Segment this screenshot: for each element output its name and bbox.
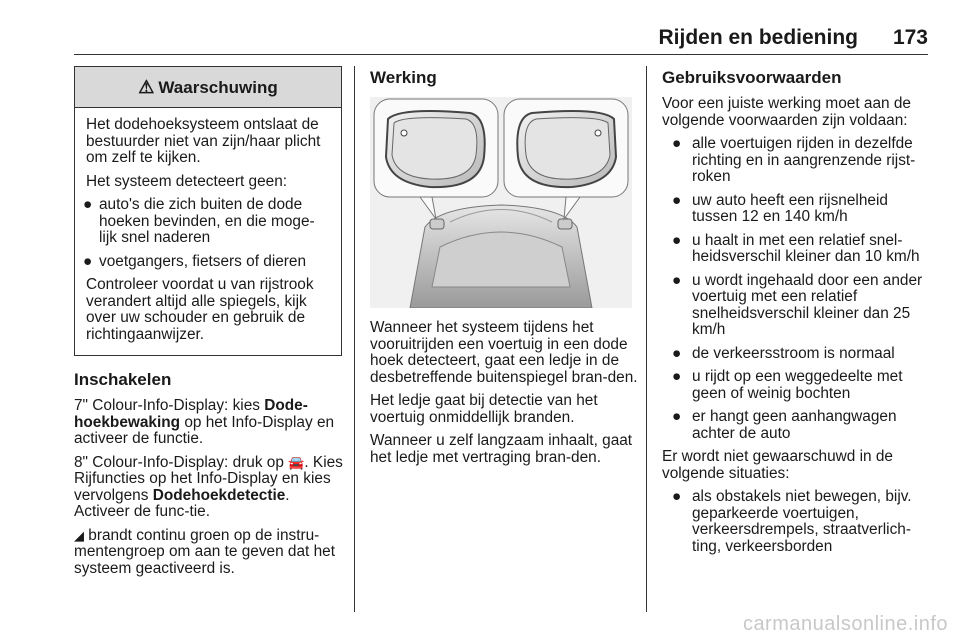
paragraph: Voor een juiste werking moet aan de volgende voorwaarden zijn voldaan: xyxy=(662,95,911,129)
warning-paragraph: Het dodehoeksysteem ontslaat de bestuurder niet van zijn/haar plicht om zelf te kijken. xyxy=(86,116,321,166)
bullet-icon: ● xyxy=(672,408,682,425)
bullet-icon: ● xyxy=(672,271,682,289)
text-run: 8" Colour-Info-Display: druk op xyxy=(74,453,289,471)
list-item-text: u wordt ingehaald door een ander voertuig met een relatief snelheidsverschil kleiner dan 25 km/h xyxy=(692,271,923,338)
list-item xyxy=(662,346,928,363)
page-header xyxy=(74,26,928,48)
page-number: 173 xyxy=(892,26,928,49)
section-gebruiksvoorwaarden xyxy=(662,68,928,562)
section-heading: Gebruiksvoorwaarden xyxy=(662,68,842,87)
section-heading: Werking xyxy=(370,68,437,87)
menu-term: Dode-hoekbewaking xyxy=(74,397,308,431)
list-item xyxy=(662,193,928,226)
paragraph xyxy=(74,528,344,578)
list-item xyxy=(79,254,331,271)
text-run: op het Info-Display en activeer de functie. xyxy=(74,413,335,447)
section-heading: Inschakelen xyxy=(74,370,172,389)
text-run: brandt continu groen op de instru-mentengroep om aan te geven dat het systeem geactiveerd is. xyxy=(74,526,335,577)
warning-paragraph: Controleer voordat u van rijstrook verandert altijd alle spiegels, kijk over uw schouder en gebruik de richtingaanwijzer. xyxy=(86,276,314,343)
list-item-text: als obstakels niet bewegen, bijv. geparkeerde voertuigen, verkeersdrempels, straatverlich-ting, verkeersborden xyxy=(692,488,912,555)
side-mirror-blind-spot-illustration xyxy=(370,97,632,308)
warning-heading xyxy=(75,67,341,108)
list-item xyxy=(662,489,928,555)
list-item-text: er hangt geen aanhangwagen achter de auto xyxy=(692,408,897,442)
bullet-icon: ● xyxy=(672,344,682,362)
list-item xyxy=(662,233,928,266)
header-rule xyxy=(74,54,928,55)
list-item-text: de verkeersstroom is normaal xyxy=(692,344,895,362)
text-run: 7" Colour-Info-Display: kies xyxy=(74,397,265,414)
bullet-icon: ● xyxy=(672,231,682,249)
list-item-text: uw auto heeft een rijsnelheid tussen 12 en 140 km/h xyxy=(692,191,888,225)
text-run: . Activeer de func-tie. xyxy=(74,486,290,520)
list-item xyxy=(662,369,928,402)
section-werking xyxy=(370,68,638,96)
list-item xyxy=(662,136,928,186)
column-divider-2 xyxy=(646,66,647,612)
paragraph xyxy=(74,398,344,448)
warning-triangle-icon: ⚠ xyxy=(138,77,155,97)
paragraph xyxy=(74,455,344,521)
text-run: . Kies Rijfuncties op het Info-Display en kies vervolgens xyxy=(74,453,343,504)
menu-term: Dodehoekdetectie xyxy=(152,486,286,504)
bullet-icon: ● xyxy=(672,488,682,505)
bullet-icon: ● xyxy=(83,196,93,213)
bullet-icon: ● xyxy=(672,368,682,385)
page-title: Rijden en bediening xyxy=(658,26,858,49)
list-item-text: u haalt in met een relatief snel-heidsverschil kleiner dan 10 km/h xyxy=(692,231,920,265)
vehicle-button-icon: 🚘 xyxy=(288,454,305,470)
warning-paragraph: Het systeem detecteert geen: xyxy=(86,172,288,190)
warning-box xyxy=(74,66,342,356)
list-item-text: voetgangers, fietsers of dieren xyxy=(99,252,307,270)
list-item xyxy=(79,197,331,247)
paragraph: Het ledje gaat bij detectie van het voertuig onmiddellijk branden. xyxy=(370,392,598,426)
list-item xyxy=(662,273,928,339)
section-inschakelen xyxy=(74,370,344,584)
paragraph: Wanneer u zelf langzaam inhaalt, gaat het ledje met vertraging bran-den. xyxy=(370,432,633,466)
list-item-text: u rijdt op een weggedeelte met geen of weinig bochten xyxy=(692,368,903,402)
section-werking-body xyxy=(370,320,638,473)
paragraph: Wanneer het systeem tijdens het vooruitrijden een voertuig in een dode hoek detecteert, gaat een ledje in de desbetreffende buitenspiegel bran-den. xyxy=(370,319,638,386)
bullet-icon: ● xyxy=(83,252,93,270)
bullet-icon: ● xyxy=(672,135,682,152)
watermark: carmanualsonline.info xyxy=(742,613,948,635)
paragraph: Er wordt niet gewaarschuwd in de volgende situaties: xyxy=(662,448,893,482)
list-item xyxy=(662,409,928,442)
blind-spot-indicator-icon: ◢ xyxy=(74,527,84,543)
bullet-icon: ● xyxy=(672,191,682,209)
list-item-text: alle voertuigen rijden in dezelfde richting en in aangrenzende rijst-roken xyxy=(692,135,916,185)
warning-heading-text: Waarschuwing xyxy=(158,78,278,97)
list-item-text: auto's die zich buiten de dode hoeken bevinden, en die moge-lijk snel naderen xyxy=(99,196,315,246)
warning-body xyxy=(75,108,341,343)
column-divider-1 xyxy=(354,66,355,612)
